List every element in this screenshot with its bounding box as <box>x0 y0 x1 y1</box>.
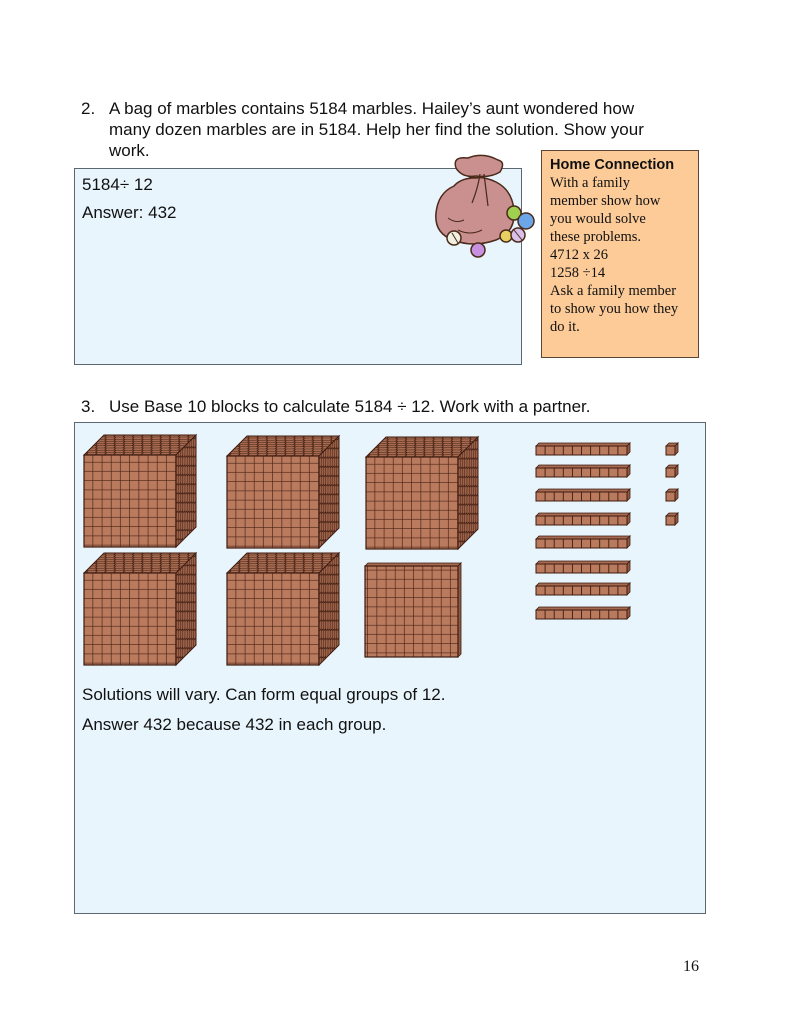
home-connection-line: 4712 x 26 <box>550 247 608 263</box>
answer-box-line: 5184÷ 12 <box>82 175 153 194</box>
marble-bag-icon <box>428 148 540 263</box>
home-connection-line: do it. <box>550 319 580 335</box>
question-2-line-3: work. <box>109 141 150 160</box>
home-connection-title: Home Connection <box>550 157 675 173</box>
home-connection-line: you would solve <box>550 211 646 227</box>
home-connection-box <box>541 150 699 358</box>
home-connection-line: these problems. <box>550 229 642 245</box>
answer-box-line: Solutions will vary. Can form equal groups of 12. <box>82 685 446 704</box>
home-connection-line: member show how <box>550 193 661 209</box>
question-2-line-2: many dozen marbles are in 5184. Help her find the solution. Show your <box>109 120 644 139</box>
question-2-number: 2. <box>81 99 96 118</box>
home-connection-line: Ask a family member <box>550 283 677 299</box>
question-3-number: 3. <box>81 397 96 416</box>
home-connection-line: 1258 ÷14 <box>550 265 606 281</box>
question-3-text: Use Base 10 blocks to calculate 5184 ÷ 12. Work with a partner. <box>109 397 591 416</box>
question-2-line-1: A bag of marbles contains 5184 marbles. Hailey’s aunt wondered how <box>109 99 635 118</box>
answer-box-line: Answer: 432 <box>82 203 177 222</box>
page-number: 16 <box>683 958 699 975</box>
question-3-answer-box[interactable] <box>74 422 706 914</box>
home-connection-line: With a family <box>550 175 630 191</box>
answer-box-line: Answer 432 because 432 in each group. <box>82 715 387 734</box>
home-connection-line: to show you how they <box>550 301 679 317</box>
